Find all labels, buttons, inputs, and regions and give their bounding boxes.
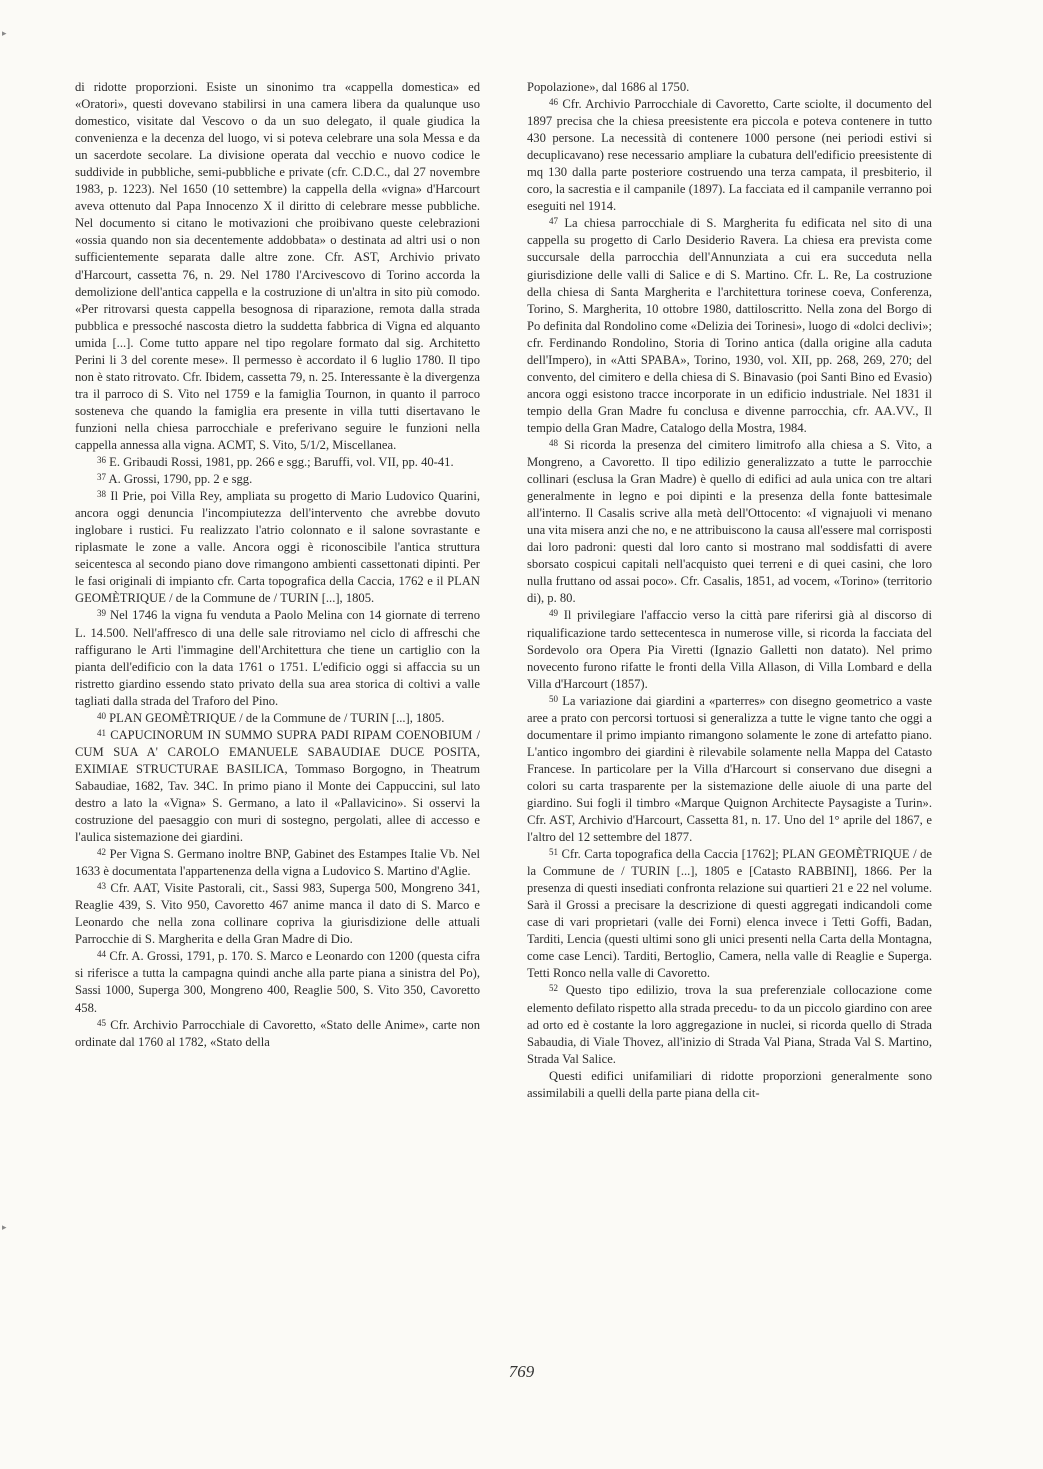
footnote-text: CAPUCINORUM IN SUMMO SUPRA PADI RIPAM COENOBIUM / CUM SUA A' CAROLO EMANUELE SABAUDIAE DUCE POSITA, EXIMIAE STRUCTURAE BASILICA, Tommaso Borgogno, in Theatrum Sabaudiae, 1682, Tav. 34C. In primo piano il Monte dei Cappuccini, sul lato destro a lato la «Vigna» S. Germano, a lato il «Pallavicino». Si osservi la costruzione del paesaggio con muri di sostegno, pergolati, allee di accesso e l'aulica sistemazione dei giardini. [75,727,480,845]
page-number: 769 [508,1362,535,1381]
footnote-number: 36 [97,455,106,466]
footnote [527,215,932,437]
footnote [75,710,480,727]
footnote-text: Il Prie, poi Villa Rey, ampliata su progetto di Mario Ludovico Quarini, ancora oggi denuncia l'incompiutezza dell'intervento che avrebbe dovuto inglobare i rustici. Fu realizzato l'atrio colonnato e il salone sovrastante e riplasmate le zone a valle. Ancora oggi è riconoscibile l'antica struttura seicentesca al secondo piano dove rimangono ambienti cassettonati dipinti. Per le fasi originali di impianto cfr. Carta topografica della Caccia, 1762 e il PLAN GEOMÈTRIQUE / de la Commune de / TURIN [...], 1805. [75,489,480,606]
scan-mark-top: ▸ [2,28,7,38]
footnote-text: Si ricorda la presenza del cimitero limitrofo alla chiesa a S. Vito, a Mongreno, a Cavoretto. Il tipo edilizio generalizzato a tutte le parrocchie collinari (esclusa la Gran Madre) è quello di edifici ad aula unica con tre altari generalmente in legno e poi dipinti e la presenza della fonte battesimale all'interno. Il Casalis scrive alla metà dell'Ottocento: «I vignajuoli vi menano una vita misera anzi che no, e ne attribuiscono la causa all'essere mal corrisposti dai loro padroni: questi dal loro canto si mostrano mal soddisfatti di avere sborsato cospicui capitali nell'acquisto quei terreni e di quei casini, che loro nulla fruttano od assai poco». Cfr. Casalis, 1851, ad vocem, «Torino» (territorio di), p. 80. [527,437,932,606]
footnote-text: Cfr. Archivio Parrocchiale di Cavoretto, «Stato delle Anime», carte non ordinate dal 1760 al 1782, «Stato della [75,1017,480,1049]
footnote [527,96,932,215]
footnote [527,846,932,982]
footnote [75,948,480,1016]
footnote [75,846,480,880]
footnote [75,880,480,948]
footnote-number: 50 [549,693,558,704]
footnote-text: di ridotte proporzioni. Esiste un sinonimo tra «cappella domestica» ed «Oratori», questi dovevano stabilirsi in una camera libera da qualunque uso domestico, visitate dal Vescovo o da un suo delegato, il quale giudica la convenienza e la decenza del luogo, vi si poteva celebrare una sola Messa e da un sacerdote secolare. La divisione operata dal vecchio e nuovo codice le suddivide in pubbliche, semi-pubbliche e private (cfr. C.D.C., dal 27 novembre 1983, p. 1223). Nel 1650 (10 settembre) la cappella della «vigna» d'Harcourt aveva ottenuto dal Papa Innocenzo X il diritto di celebrare messe pubbliche. Nel documento si citano le motivazioni che proibivano queste celebrazioni «ossia quando non sia decentemente addobbata» o destinata ad altri usi o non sufficientemente separata dalle altre zone. Cfr. AST, Archivio privato d'Harcourt, cassetta 76, n. 29. Nel 1780 l'Arcivescovo di Torino accorda la demolizione dell'antica cappella e la costruzione di un'altra in sito più comodo. «Per ritrovarsi questa cappella besognosa di riparazione, remota dalla strada pubblica e pressoché nascosta dietro la suddetta fabbrica di Vigna ed alquanto umida [...]. Come tutto appare nel tipo regolare formato dal sig. Architetto Perini li 3 del corente mese». Il permesso è accordato il 6 luglio 1780. Il tipo non è stato ritrovato. Cfr. Ibidem, cassetta 79, n. 25. Interessante è la divergenza tra il parroco di S. Vito nel 1759 e la famiglia Tournon, in quanto il parroco sosteneva che quando la famiglia era presente in villa tutti disertavano le funzioni nella chiesa parrocchiale e preferivano seguire le funzioni nella cappella annessa alla vigna. ACMT, S. Vito, 5/1/2, Miscellanea. [75,80,480,452]
footnote-number: 49 [549,608,558,619]
footnote-number: 52 [549,983,558,994]
footnote-number: 48 [549,437,558,448]
footnote-text: Cfr. Carta topografica della Caccia [1762]; PLAN GEOMÈTRIQUE / de la Commune de / TURIN [...], 1805 e [Catasto RABBINI], 1866. Per la presenza di questi insediati confronta relazione sui quartieri 21 e 22 nel volume. Sarà il Grossi a precisare la descrizione di questi aggregati indicandoli come case di vari proprietari (valle dei Forni) elenca invece i Tetti Goffi, Badan, Tarditi, Lencia (questi ultimi sono gli unici presenti nella Carta della Montagna, come case Lenci). Tarditi, Bertoglio, Camera, nella valle di Reaglie e Superga. Tetti Ronco nella valle di Cavoretto. [527,847,932,981]
footnote-number: 44 [97,949,106,960]
footnote [527,693,932,846]
footnote-number: 39 [97,608,106,619]
footnote-text: La variazione dai giardini a «parterres» con disegno geometrico a vaste aree a prato con percorsi tortuosi si generalizza a tutte le vigne tanto che oggi a documentare il primo impianto rimangono solamente le zone di artefatto piano. L'antico ingombro dei giardini è rilevabile solamente nella Mappa del Catasto Francese. In particolare per la Villa d'Harcourt si conservano due disegni a colori su carta trasparente per la sistemazione delle aiuole di una parte del giardino. Sui fogli il timbro «Marque Quignon Architecte Paysagiste a Turin». Cfr. AST, Archivio d'Harcourt, Cassetta 81, n. 17. Uno del 1° aprile del 1867, e l'altro del 12 settembre del 1877. [527,693,932,845]
footnote-text: Popolazione», dal 1686 al 1750. [527,80,690,94]
text-paragraph [75,79,480,454]
footnote [75,488,480,607]
footnote-number: 46 [549,97,558,108]
footnote-number: 47 [549,216,558,227]
footnote-text: Il privilegiare l'affaccio verso la città pare riferirsi già al discorso di riqualificazione tardo settecentesca in numerose ville, si ricorda la facciata del Sordevolo ora Opera Pia Viretti (Ignazio Galletti non datato). Nel primo novecento furono rifatte le fronti della Villa Allason, di Villa Lombard e della Villa d'Harcourt (1857). [527,608,932,691]
footnote [527,982,932,1067]
footnote-text: Questo tipo edilizio, trova la sua preferenziale collocazione come elemento defilato rispetto alla strada precedu- to da un piccolo giardino con aree ad orto ed è costante la loro aggregazione in nuclei, si ricorda quello di Strada Sabaudia, di Viale Thovez, all'inizio di Strada Val Piana, Strada Val S. Martino, Strada Val Salice. [527,983,932,1066]
footnote-text: Cfr. Archivio Parrocchiale di Cavoretto, Carte sciolte, il documento del 1897 precisa che la chiesa preesistente era piccola e poteva contenere in tutto 430 persone. La necessità di contenere 1000 persone (nei periodi estivi si decuplicavano) rese necessario ampliare la cubatura dell'edificio preesistente di mq 130 dalla parte posteriore costruendo una terza campata, il presbiterio, il coro, la sacrestia e il campanile (1897). La facciata ed il campanile verranno poi eseguiti nel 1914. [527,97,932,214]
footnote-number: 38 [97,489,106,500]
text-paragraph [527,79,932,96]
footnote [527,437,932,607]
footnote [527,607,932,692]
footnote-number: 40 [97,710,106,721]
footnote-text: Cfr. AAT, Visite Pastorali, cit., Sassi 983, Superga 500, Mongreno 341, Reaglie 439, S. Vito 950, Cavoretto 467 anime manca il dato di S. Marco e Leonardo che nella zona collinare copriva la giurisdizione delle attuali Parrocchie di S. Margherita e della Gran Madre di Dio. [75,881,480,947]
footnote-number: 41 [97,727,106,738]
footnote-text: PLAN GEOMÈTRIQUE / de la Commune de / TURIN [...], 1805. [109,710,445,725]
footnote-number: 37 [97,472,106,483]
footnote-text: A. Grossi, 1790, pp. 2 e sgg. [108,472,253,487]
footnote-text: Nel 1746 la vigna fu venduta a Paolo Melina con 14 giornate di terreno L. 14.500. Nell'affresco di una delle sale ritroviamo nel ciclo di affreschi che raffigurano le Arti l'immagine dell'Architettura che tiene un cartiglio con la pianta dell'edificio con la data 1761 o 1751. L'edificio oggi si affaccia su un ristretto giardino essendo stato privato della sua area storica di coltivi a valle tagliati dalla strada del Traforo del Pino. [75,608,480,708]
left-text-column [75,79,480,1051]
footnote [75,471,480,488]
footnote-text: E. Gribaudi Rossi, 1981, pp. 266 e sgg.; Baruffi, vol. VII, pp. 40-41. [109,455,454,470]
footnote-text: La chiesa parrocchiale di S. Margherita fu edificata nel sito di una cappella su progetto di Carlo Desiderio Ravera. La chiesa era prevista come succursale della parrocchia dell'Annunziata a cui era succeduta nella giurisdizione delle valli di Salice e di S. Martino. Cfr. L. Re, La costruzione della chiesa di Santa Margherita e l'architettura torinese coeva, Conferenza, Torino, S. Margherita, 10 ottobre 1980, dattiloscritto. Nella zona del Borgo di Po definita dal Rondolino come «Delizia dei Torinesi», luogo di «dolci declivi»; cfr. Ferdinando Rondolino, Storia di Torino antica (dalla origine alla caduta dell'Impero), in «Atti SPABA», Torino, 1930, vol. XII, pp. 268, 269, 270; del convento, del cimitero e della chiesa di S. Binavasio (poi Santi Bino ed Evasio) ancora oggi esistono tracce incorporate in un edificio industriale. Nel 1831 il tempio della Gran Madre fu conclusa e divenne parrocchia, cfr. AA.VV., Il tempio della Gran Madre, Catalogo della Mostra, 1984. [527,216,933,435]
footnote-text: Questi edifici unifamiliari di ridotte proporzioni generalmente sono assimilabili a quelli della parte piana della cit- [527,1068,932,1100]
right-text-column [527,79,932,1102]
footnote-number: 51 [549,847,558,858]
footnote-text: Cfr. A. Grossi, 1791, p. 170. S. Marco e Leonardo con 1200 (questa cifra si riferisce a tutta la campagna quindi anche alla parte piana a sinistra del Po), Sassi 1000, Superga 300, Mongreno 400, Reaglie 500, S. Vito 350, Cavoretto 458. [75,949,480,1015]
footnote [75,1017,480,1051]
scan-mark-bottom: ▸ [2,1222,7,1232]
footnote-number: 43 [97,881,106,892]
footnote [75,727,480,846]
text-paragraph [527,1068,932,1102]
footnote-number: 42 [97,847,106,858]
footnote-number: 45 [97,1017,106,1028]
footnote-text: Per Vigna S. Germano inoltre BNP, Gabinet des Estampes Italie Vb. Nel 1633 è documentata l'appartenenza della vigna a Ludovico S. Martino d'Aglie. [75,847,480,879]
footnote [75,454,480,471]
footnote [75,607,480,709]
